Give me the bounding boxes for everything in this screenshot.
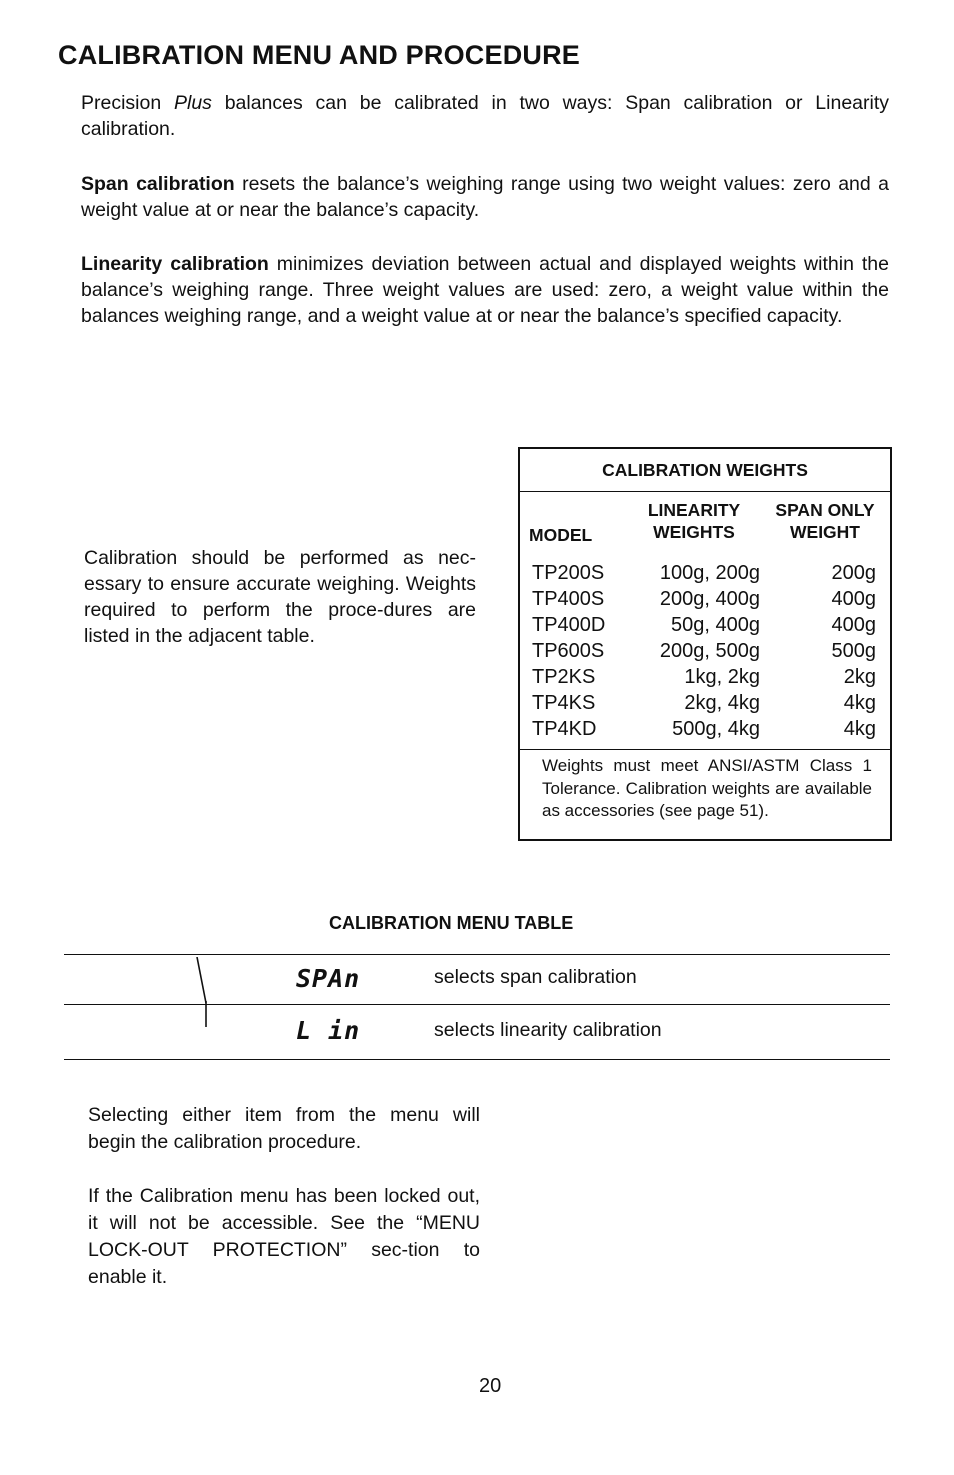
span-cell: 400g	[831, 588, 876, 610]
model-cell: TP4KD	[532, 718, 597, 740]
linearity-cell: 1kg, 2kg	[684, 666, 760, 688]
span-cell: 4kg	[843, 692, 876, 714]
linearity-menu-description: selects linearity calibration	[434, 1019, 662, 1041]
header-linearity-line2: WEIGHTS	[653, 522, 735, 542]
page-number: 20	[479, 1375, 502, 1397]
intro-text-end: balances can be calibrated in two ways: Span calibration or Linearity calibration.	[81, 92, 890, 140]
linearity-cell: 200g, 400g	[659, 588, 760, 610]
lockout-paragraph: If the Calibration menu has been locked out, it will not be accessible. See the “MENU LOCK-OUT PROTECTION” sec-tion to enable it.	[88, 1185, 480, 1288]
weights-table-note: Weights must meet ANSI/ASTM Class 1 Tolerance. Calibration weights are available as accessories (see page 51).	[520, 749, 890, 839]
span-cell: 4kg	[843, 718, 876, 740]
linearity-cell: 2kg, 4kg	[684, 692, 760, 714]
linearity-display-code: L in	[296, 1016, 361, 1045]
menu-table-middle-rule	[64, 1004, 890, 1005]
weights-table-title: CALIBRATION WEIGHTS	[520, 449, 890, 492]
table-row	[520, 586, 890, 612]
menu-table-bottom-rule	[64, 1059, 890, 1060]
page-title: CALIBRATION MENU AND PROCEDURE	[58, 40, 580, 70]
span-cell: 200g	[831, 562, 876, 584]
intro-paragraph	[81, 90, 889, 142]
intro-brand-italic: Plus	[173, 92, 212, 114]
table-row	[520, 716, 890, 742]
calibration-note-paragraph: Calibration should be performed as nec-essary to ensure accurate weighing. Weights required to perform the proce-dures are listed in the adjacent table.	[84, 547, 476, 647]
table-row	[520, 612, 890, 638]
model-cell: TP4KS	[532, 692, 596, 714]
linearity-calibration-text: minimizes deviation between actual and displayed weights within the balance’s weighing range. Three weight values are used: zero, a weight value within the balances weighing range, and a weight value at or near the balance’s specified capacity.	[81, 253, 889, 327]
span-cell: 2kg	[843, 666, 876, 688]
selection-paragraph: Selecting either item from the menu will begin the calibration procedure.	[88, 1104, 480, 1153]
calibration-weights-table	[518, 447, 892, 841]
menu-table-top-rule	[64, 954, 890, 955]
model-cell: TP200S	[532, 562, 605, 584]
header-span-weight	[766, 499, 884, 543]
model-cell: TP600S	[532, 640, 605, 662]
header-span-line1: SPAN ONLY	[775, 500, 875, 520]
linearity-cell: 100g, 200g	[659, 562, 760, 584]
linearity-cell: 200g, 500g	[659, 640, 760, 662]
intro-text-start: Precision	[81, 92, 174, 114]
linearity-calibration-paragraph	[81, 251, 889, 329]
header-linearity-weights	[640, 499, 748, 543]
header-linearity-line1: LINEARITY	[647, 500, 741, 520]
model-cell: TP400D	[532, 614, 606, 636]
menu-table-title: CALIBRATION MENU TABLE	[329, 913, 574, 933]
span-display-code: SPAn	[296, 964, 361, 993]
weights-table-body	[520, 560, 890, 742]
linearity-calibration-term: Linearity calibration	[81, 253, 269, 275]
linearity-cell: 50g, 400g	[671, 614, 760, 636]
span-cell: 500g	[831, 640, 876, 662]
span-calibration-term: Span calibration	[81, 173, 235, 195]
table-row	[520, 664, 890, 690]
linearity-cell: 500g, 4kg	[672, 718, 760, 740]
span-calibration-paragraph	[81, 171, 889, 223]
table-row	[520, 690, 890, 716]
span-calibration-text: resets the balance’s weighing range using two weight values: zero and a weight value at or near the balance’s capacity.	[81, 173, 889, 221]
table-row	[520, 560, 890, 586]
model-cell: TP2KS	[532, 666, 596, 688]
header-span-line2: WEIGHT	[790, 522, 860, 542]
span-menu-description: selects span calibration	[434, 966, 637, 988]
menu-bracket-mark	[196, 957, 208, 1029]
span-cell: 400g	[831, 614, 876, 636]
table-row	[520, 638, 890, 664]
model-cell: TP400S	[532, 588, 605, 610]
header-model: MODEL	[529, 525, 593, 545]
